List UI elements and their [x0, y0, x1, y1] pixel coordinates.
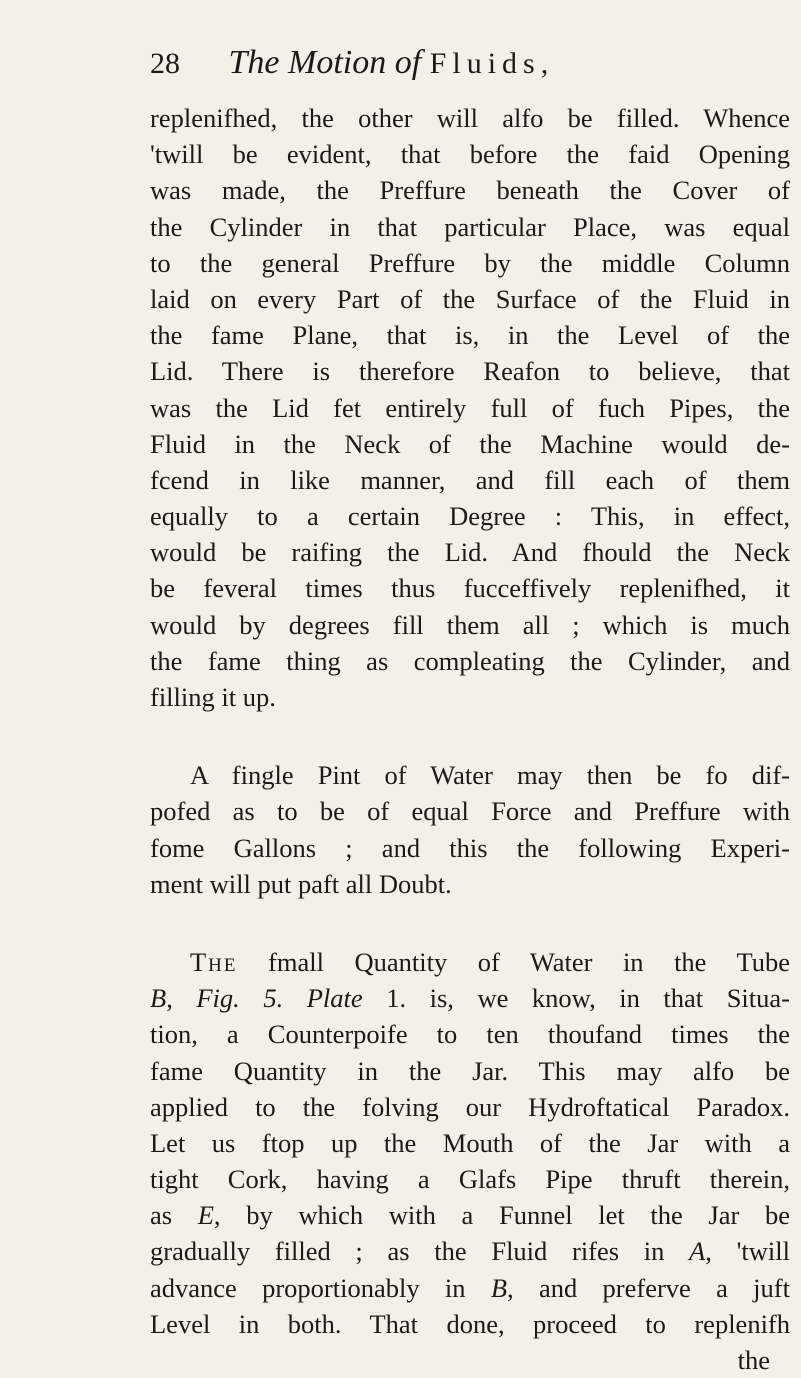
- text-line: to the general Preffure by the middle Column: [150, 247, 790, 278]
- running-title-fluids: Fluids,: [429, 47, 555, 80]
- text-line: 'twill be evident, that before the faid Opening: [150, 139, 790, 170]
- text-line: laid on every Part of the Surface of the Fluid in: [150, 283, 790, 314]
- text-line: was made, the Preffure beneath the Cover of: [150, 175, 790, 206]
- paragraph: [150, 100, 790, 715]
- text-run: as: [150, 1200, 198, 1231]
- text-line: fcend in like manner, and fill each of them: [150, 464, 790, 495]
- text-line: equally to a certain Degree : This, in effect,: [150, 501, 790, 532]
- text-line: fame Quantity in the Jar. This may alfo be: [150, 1055, 790, 1086]
- text-line: Let us ftop up the Mouth of the Jar with a: [150, 1127, 790, 1158]
- italic-letter: A: [689, 1236, 706, 1267]
- running-title: The Motion of: [228, 44, 422, 81]
- text-line: [150, 1270, 790, 1306]
- text-run: gradually filled ; as the Fluid rifes in: [150, 1236, 690, 1267]
- text-run: , and preferve a juft: [507, 1272, 790, 1303]
- figure-reference: Fig. 5. Plate: [196, 983, 363, 1014]
- catchword: the: [737, 1345, 770, 1375]
- paragraph-gap: [150, 902, 790, 944]
- paragraph-gap: [150, 715, 790, 757]
- text-line: the fame thing as compleating the Cylinder, and: [150, 645, 790, 676]
- text-line: would by degrees fill them all ; which is much: [150, 609, 790, 640]
- text-line: tight Cork, having a Glafs Pipe thruft therein,: [150, 1164, 790, 1195]
- text-line: be feveral times thus fucceffively replenifhed, it: [150, 573, 790, 604]
- text-line: A fingle Pint of Water may then be fo dif-: [190, 760, 790, 791]
- text-line: the Cylinder in that particular Place, was equal: [150, 211, 790, 242]
- text-line: tion, a Counterpoife to ten thoufand times the: [150, 1019, 790, 1050]
- text-run: , by which with a Funnel let the Jar be: [213, 1200, 790, 1231]
- text-line: [150, 980, 790, 1016]
- paragraph: [150, 944, 790, 1378]
- text-line: would be raifing the Lid. And fhould the Neck: [150, 537, 790, 568]
- paragraph: [150, 757, 790, 902]
- text-line: Lid. There is therefore Reafon to believe, that: [150, 356, 790, 387]
- text-line: filling it up.: [150, 682, 276, 712]
- body-text: [150, 100, 790, 1378]
- text-line: applied to the folving our Hydroftatical Paradox.: [150, 1091, 790, 1122]
- italic-letter: B: [490, 1272, 508, 1303]
- text-line: was the Lid fet entirely full of fuch Pipes, the: [150, 392, 790, 423]
- text-line: the fame Plane, that is, in the Level of the: [150, 320, 790, 351]
- italic-letter: B: [150, 983, 167, 1014]
- text-line: Level in both. That done, proceed to replenifh: [150, 1308, 790, 1339]
- text-line: pofed as to be of equal Force and Preffure with: [150, 796, 790, 827]
- text-line: Fluid in the Neck of the Machine would de-: [150, 428, 790, 459]
- text-line: [150, 1197, 790, 1233]
- text-run: advance proportionably in: [150, 1272, 491, 1303]
- italic-letter: E: [197, 1200, 214, 1231]
- text-run: ,: [166, 983, 197, 1014]
- text-run: 1. is, we know, in that Situa-: [362, 983, 790, 1014]
- text-run: fmall Quantity of Water in the Tube: [237, 946, 790, 977]
- text-line: ment will put paft all Doubt.: [150, 868, 452, 899]
- small-caps-word: The: [190, 946, 238, 977]
- text-line: [150, 944, 790, 980]
- text-run: , 'twill: [705, 1236, 790, 1267]
- text-line: fome Gallons ; and this the following Experi-: [150, 832, 790, 863]
- page-header: [150, 38, 710, 88]
- text-line: replenifhed, the other will alfo be filled. Whence: [150, 103, 790, 133]
- text-line: [150, 1233, 790, 1269]
- page-number: 28: [150, 47, 180, 80]
